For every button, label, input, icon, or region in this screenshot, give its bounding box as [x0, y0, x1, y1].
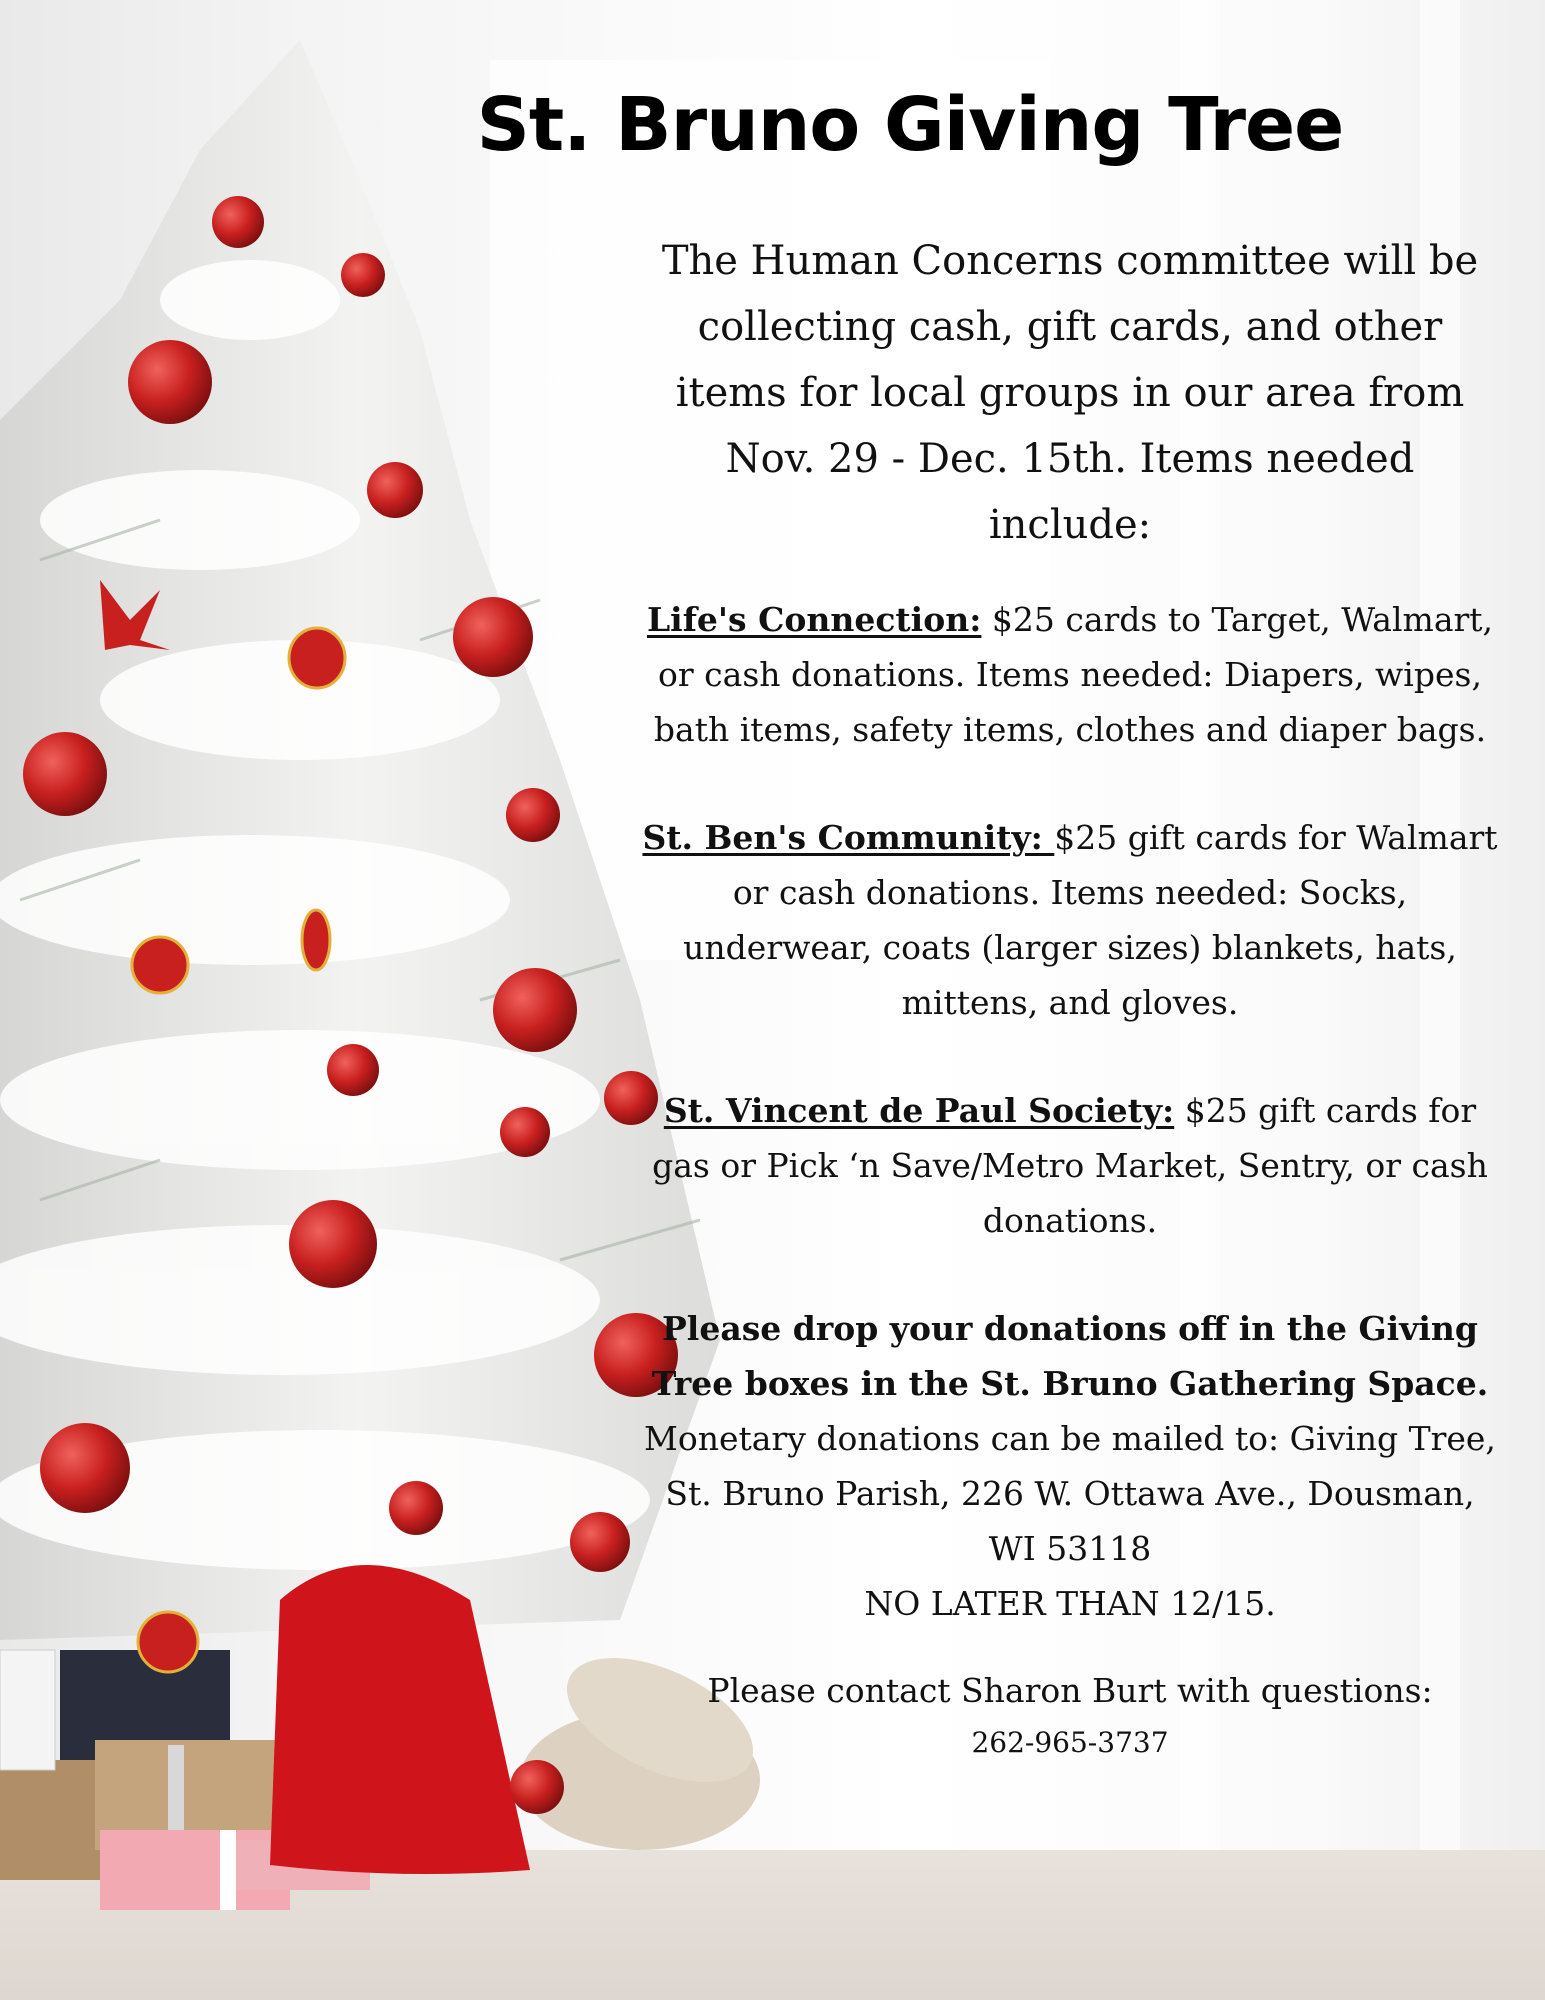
- flyer-body: [640, 228, 1500, 1768]
- organization-st-vincent-de-paul: [640, 1083, 1500, 1248]
- organization-name: St. Ben's Community:: [642, 818, 1055, 857]
- organization-lifes-connection: [640, 592, 1500, 757]
- dropoff-section: [640, 1301, 1500, 1631]
- page-title: St. Bruno Giving Tree: [476, 82, 1344, 168]
- mailing-address: Monetary donations can be mailed to: Giving Tree, St. Bruno Parish, 226 W. Ottawa Ave., Dousman, WI 53118: [644, 1419, 1496, 1568]
- organization-details: $25 cards to Target, Walmart, or cash donations. Items needed: Diapers, wipes, bath items, safety items, clothes and diaper bags.: [653, 600, 1494, 749]
- dropoff-instruction: Please drop your donations off in the Giving Tree boxes in the St. Bruno Gathering Space.: [651, 1309, 1489, 1403]
- organization-details: $25 gift cards for gas or Pick ‘n Save/Metro Market, Sentry, or cash donations.: [652, 1091, 1488, 1240]
- organization-st-bens-community: [640, 810, 1500, 1030]
- organization-name: St. Vincent de Paul Society:: [663, 1091, 1175, 1130]
- organization-name: Life's Connection:: [646, 600, 982, 639]
- intro-paragraph: The Human Concerns committee will be collecting cash, gift cards, and other items for local groups in our area from Nov. 29 - Dec. 15th. Items needed include:: [661, 238, 1479, 548]
- contact-phone: 262-965-3737: [971, 1726, 1169, 1759]
- contact-text: Please contact Sharon Burt with questions:: [707, 1671, 1433, 1710]
- organization-details: $25 gift cards for Walmart or cash donations. Items needed: Socks, underwear, coats (larger sizes) blankets, hats, mittens, and gloves.: [683, 818, 1498, 1022]
- deadline-notice: NO LATER THAN 12/15.: [864, 1584, 1276, 1623]
